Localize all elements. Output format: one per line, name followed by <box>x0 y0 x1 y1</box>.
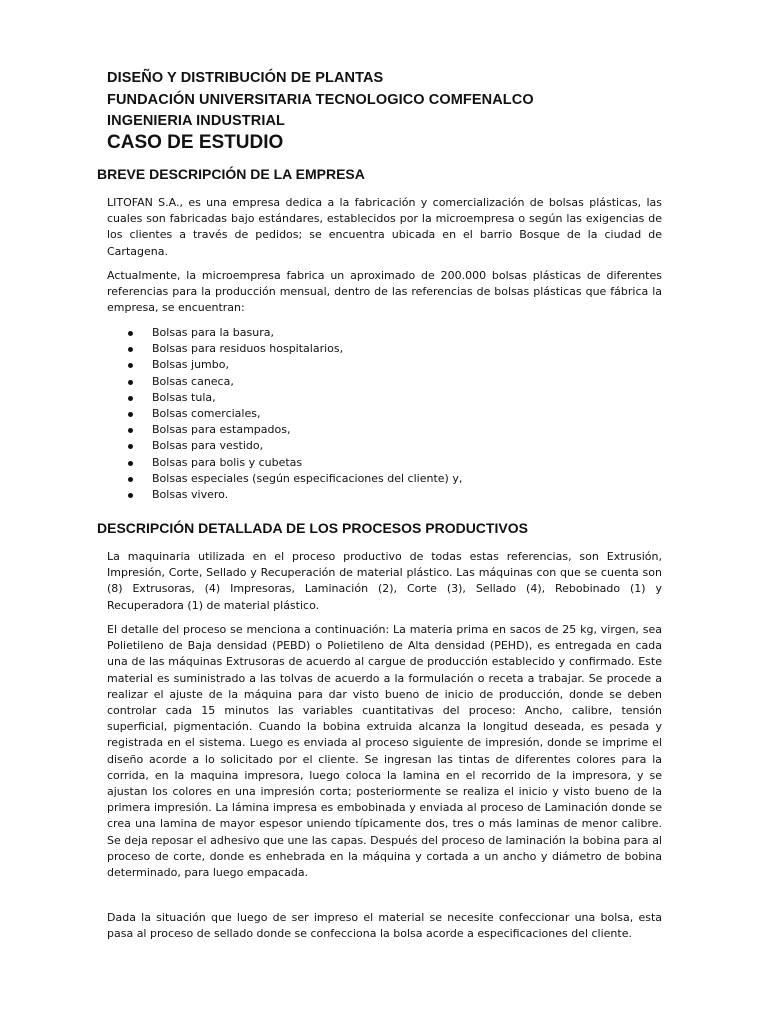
list-item <box>126 455 462 471</box>
list-item-label: Bolsas especiales (según especificaciones del cliente) y, <box>152 471 463 485</box>
bullet-icon <box>128 428 133 433</box>
list-item-label: Bolsas para estampados, <box>152 423 291 437</box>
list-item-label: Bolsas tula, <box>152 390 216 404</box>
company-description-paragraph: LITOFAN S.A., es una empresa dedica a la fabricación y comercialización de bolsas plásticas, las cuales son fabricadas bajo estándares, establecidos por la microempresa o según las exigencias de los clientes a través de pedidos; se encuentra ubicada en el barrio Bosque de la ciudad de Cartagena. <box>107 196 662 258</box>
list-item-label: Bolsas jumbo, <box>152 358 229 372</box>
bullet-icon <box>128 331 133 336</box>
list-item <box>126 357 462 373</box>
list-item <box>126 325 462 341</box>
list-item <box>126 341 462 357</box>
list-item-label: Bolsas para bolis y cubetas <box>152 455 303 469</box>
bullet-icon <box>128 396 133 401</box>
product-list <box>126 325 462 503</box>
case-study-title: CASO DE ESTUDIO <box>107 132 284 153</box>
bullet-icon <box>128 477 133 482</box>
list-item <box>126 438 462 454</box>
bullet-icon <box>128 461 133 466</box>
list-item <box>126 406 462 422</box>
list-item <box>126 487 462 503</box>
list-item-label: Bolsas vivero. <box>152 487 229 501</box>
course-title: DISEÑO Y DISTRIBUCIÓN DE PLANTAS <box>107 70 384 86</box>
list-item-label: Bolsas para vestido, <box>152 439 264 453</box>
bullet-icon <box>128 444 133 449</box>
list-item <box>126 390 462 406</box>
list-item-label: Bolsas para la basura, <box>152 326 274 339</box>
university-name: FUNDACIÓN UNIVERSITARIA TECNOLOGICO COMFENALCO <box>107 92 534 108</box>
bullet-icon <box>128 412 133 417</box>
production-paragraph: Actualmente, la microempresa fabrica un aproximado de 200.000 bolsas plásticas de diferentes referencias para la producción mensual, dentro de las referencias de bolsas plásticas que fábrica la empresa, se encuentran: <box>107 269 662 315</box>
list-item <box>126 471 462 487</box>
process-detail-paragraph: El detalle del proceso se menciona a continuación: La materia prima en sacos de 25 kg, virgen, sea Polietileno de Baja densidad (PEBD) o Polietileno de Alta densidad (PEHD), es entregada en cada una de las máquinas Extrusoras de acuerdo al cargue de producción establecido y confirmado. Este material es suministrado a las tolvas de acuerdo a la formulación o receta a trabajar. Se procede a realizar el ajuste de la máquina para dar visto bueno de inicio de producción, donde se deben controlar cada 15 minutos las variables cuantitativas del proceso: Ancho, calibre, tensión superficial, pigmentación. Cuando la bobina extruida alcanza la longitud deseada, es pesada y registrada en el sistema. Luego es enviada al proceso siguiente de impresión, donde se imprime el diseño acorde a lo solicitado por el cliente. Se ingresan las tintas de diferentes colores para la corrida, en la maquina impresora, luego coloca la lamina en el recorrido de la impresora, y se ajustan los colores en una impresión corta; posteriormente se realiza el inicio y visto bueno de la primera impresión. La lámina impresa es embobinada y enviada al proceso de Laminación donde se crea una lamina de mayor espesor uniendo típicamente dos, tres o más laminas de menor calibre. Se deja reposar el adhesivo que une las capas. Después del proceso de laminación la bobina para al proceso de corte, donde es enhebrada en la máquina y cortada a un ancho y diámetro de bobina determinado, para luego empacada. <box>107 623 662 880</box>
machinery-paragraph: La maquinaria utilizada en el proceso productivo de todas estas referencias, son Extrusión, Impresión, Corte, Sellado y Recuperación de material plástico. Las máquinas con que se cuenta son (8) Extrusoras, (4) Impresoras, Laminación (2), Corte (3), Sellado (4), Rebobinado (1) y Recuperadora (1) de material plástico. <box>107 550 662 612</box>
sealing-paragraph: Dada la situación que luego de ser impreso el material se necesite confeccionar una bolsa, esta pasa al proceso de sellado donde se confecciona la bolsa acorde a especificaciones del cliente. <box>107 911 662 941</box>
bullet-icon <box>128 380 133 385</box>
list-item <box>126 374 462 390</box>
bullet-icon <box>128 347 133 352</box>
list-item-label: Bolsas comerciales, <box>152 406 261 420</box>
list-item-label: Bolsas para residuos hospitalarios, <box>152 342 344 356</box>
list-item <box>126 422 462 438</box>
program-name: INGENIERIA INDUSTRIAL <box>107 113 285 129</box>
section-heading-company: BREVE DESCRIPCIÓN DE LA EMPRESA <box>97 166 365 182</box>
bullet-icon <box>128 493 133 498</box>
list-item-label: Bolsas caneca, <box>152 374 234 388</box>
section-heading-processes: DESCRIPCIÓN DETALLADA DE LOS PROCESOS PRODUCTIVOS <box>97 520 528 536</box>
bullet-icon <box>128 363 133 368</box>
